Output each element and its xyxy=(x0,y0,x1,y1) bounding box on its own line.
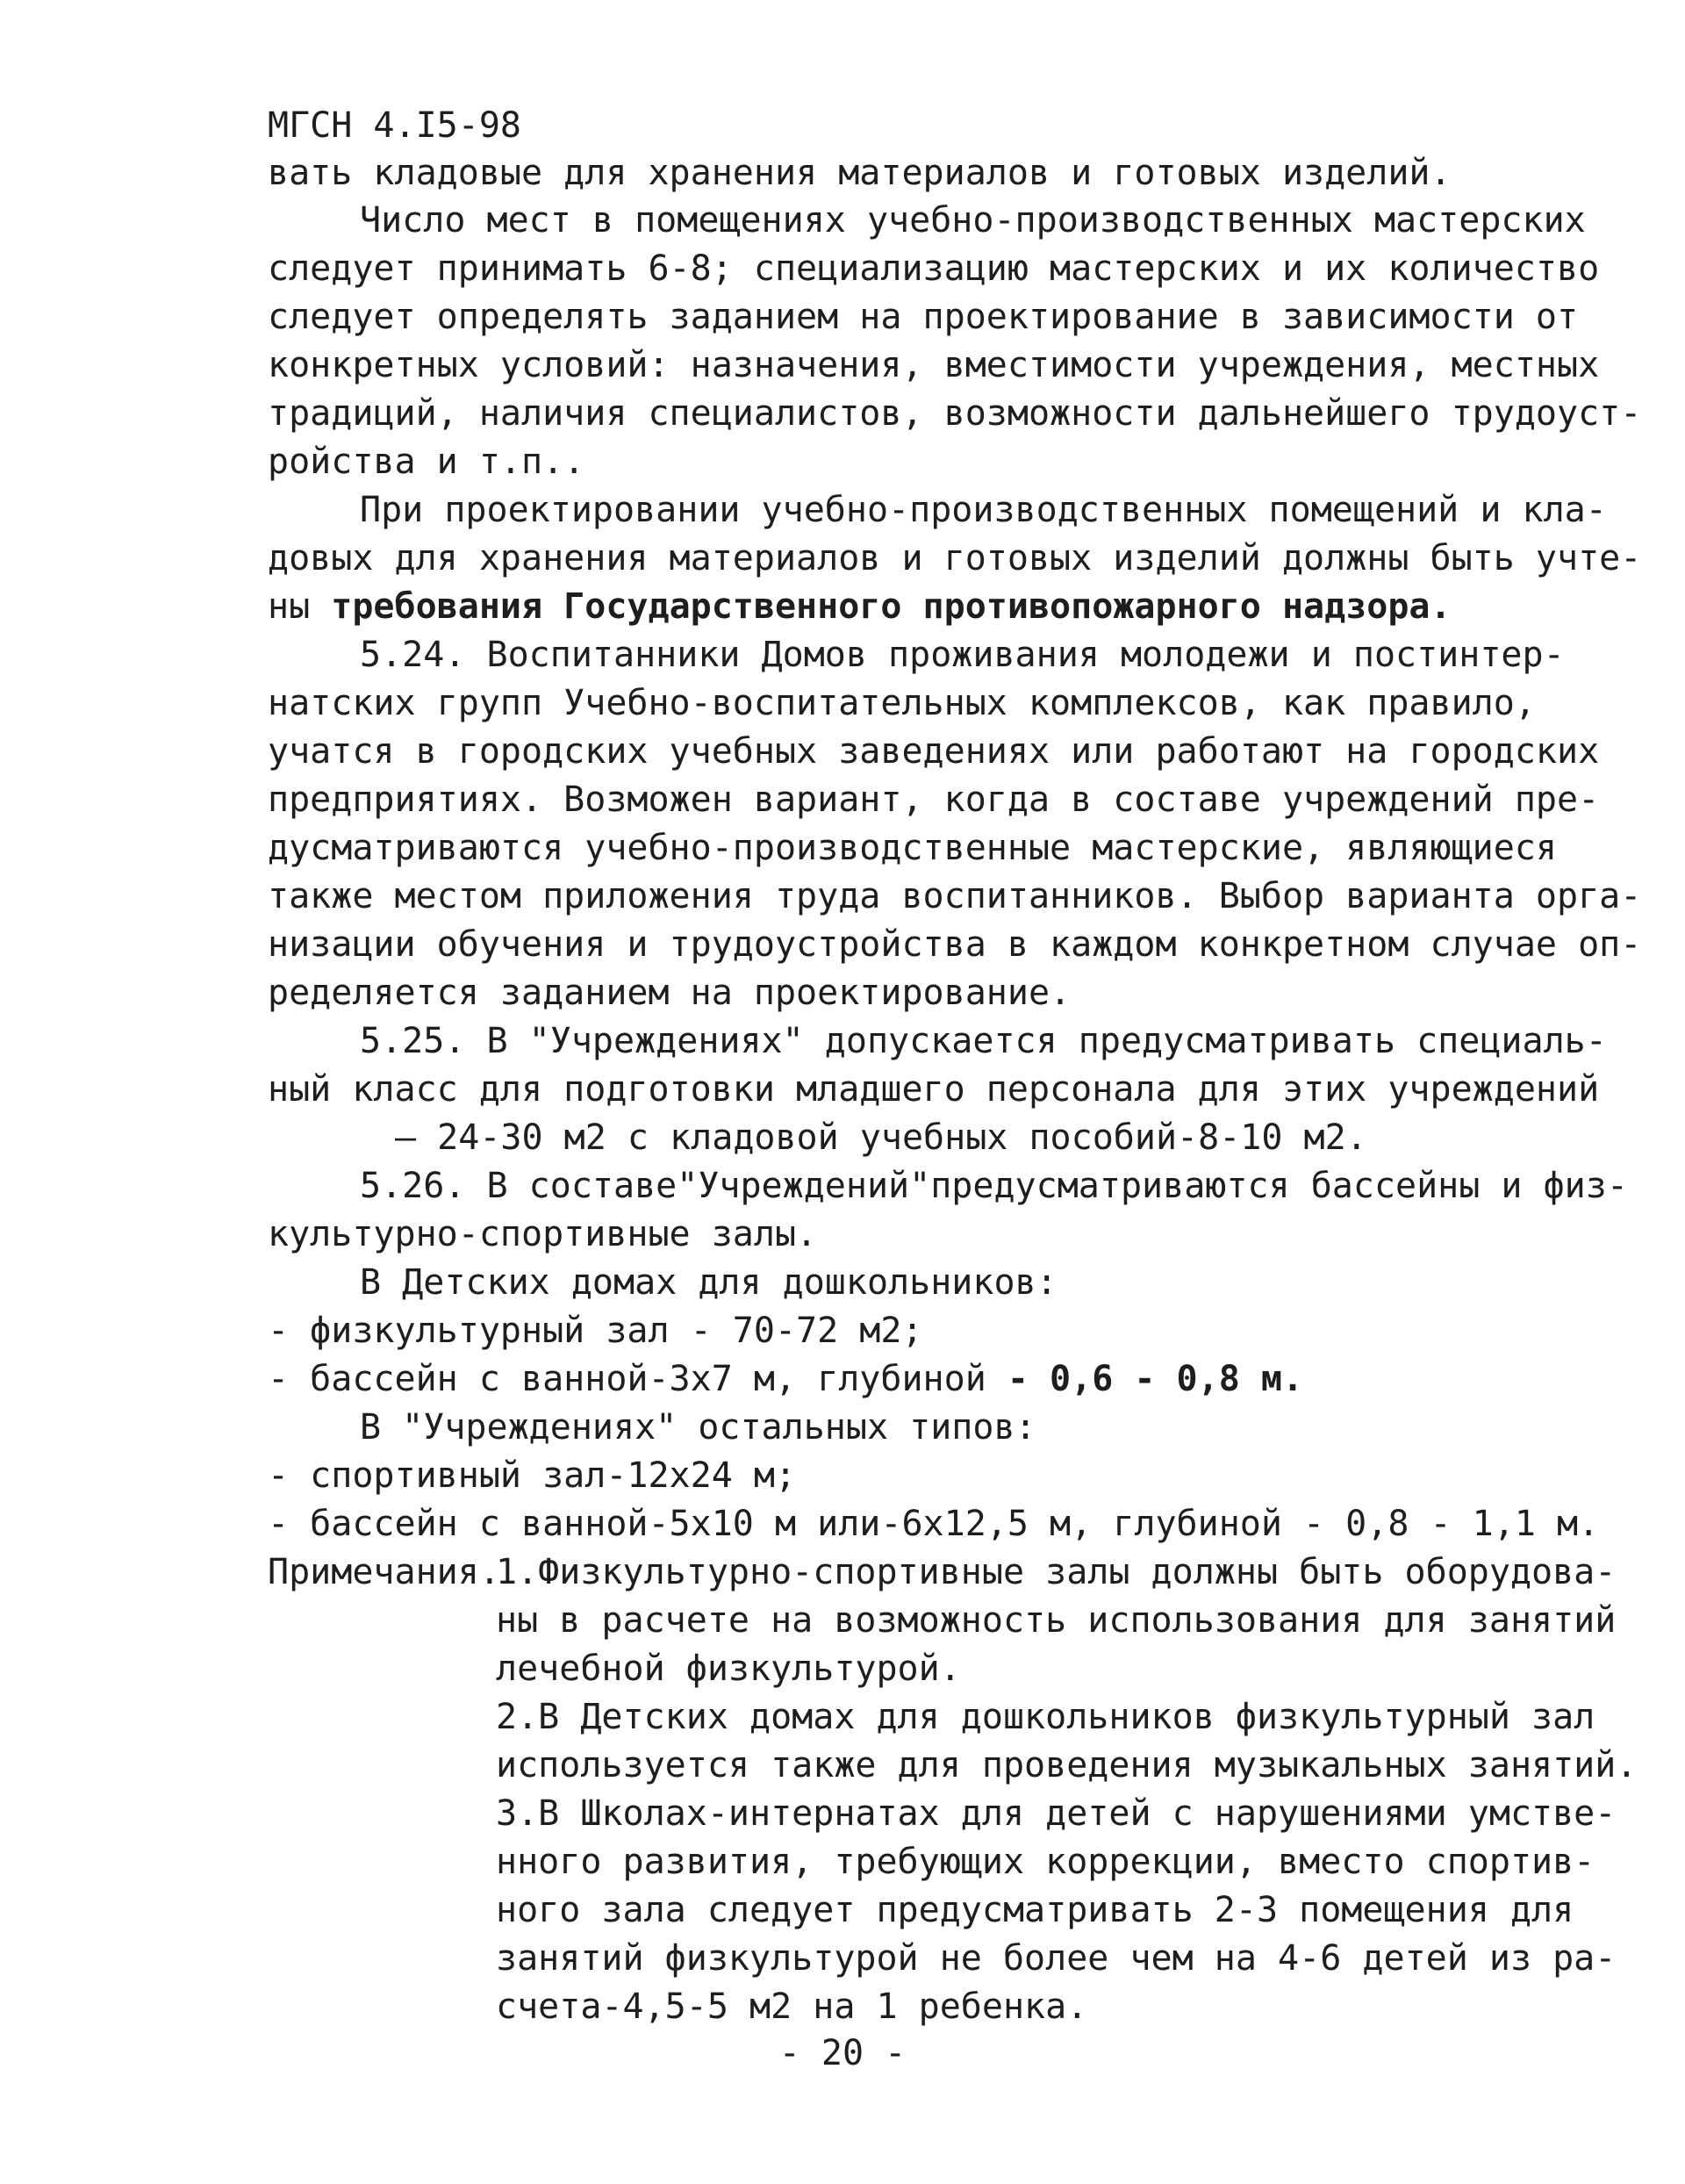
text-fragment: - бассейн с ванной-3х7 м, глубиной xyxy=(268,1359,1007,1399)
text-line: При проектировании учебно-производственных помещений и кла- xyxy=(360,490,1607,530)
text-line: Число мест в помещениях учебно-производственных мастерских xyxy=(360,200,1586,241)
text-line: вать кладовые для хранения материалов и готовых изделий. xyxy=(268,153,1452,193)
text-line xyxy=(268,585,1492,629)
text-line: 5.26. В составе"Учреждений"предусматриваются бассейны и физ- xyxy=(360,1166,1628,1206)
text-line: 5.24. Воспитанники Домов проживания молодежи и постинтер- xyxy=(360,635,1565,675)
text-line: традиций, наличия специалистов, возможности дальнейшего трудоуст- xyxy=(268,393,1642,434)
bold-emphasis: требования Государственного противопожарного надзора. xyxy=(331,586,1452,627)
text-line: 5.25. В "Учреждениях" допускается предусматривать специаль- xyxy=(360,1021,1607,1061)
text-line: низации обучения и трудоустройства в каждом конкретном случае оп- xyxy=(268,924,1642,965)
text-fragment: ны xyxy=(268,586,332,627)
text-line: следует определять заданием на проектирование в зависимости от xyxy=(268,297,1579,337)
note-line: ны в расчете на возможность использования для занятий xyxy=(496,1600,1617,1641)
note-line: используется также для проведения музыкальных занятий. xyxy=(496,1745,1638,1785)
note-line: занятий физкультурой не более чем на 4-6 детей из ра- xyxy=(496,1938,1617,1979)
text-line: следует принимать 6-8; специализацию мастерских и их количество xyxy=(268,248,1600,289)
list-item: - физкультурный зал - 70-72 м2; xyxy=(268,1311,923,1351)
text-line: дусматриваются учебно-производственные мастерские, являющиеся xyxy=(268,828,1558,868)
text-line: культурно-спортивные залы. xyxy=(268,1214,818,1254)
document-code: МГСН 4.I5-98 xyxy=(268,105,521,146)
text-line: ный класс для подготовки младшего персонала для этих учреждений xyxy=(268,1069,1600,1110)
text-line: ределяется заданием на проектирование. xyxy=(268,973,1072,1013)
text-line: В Детских домах для дошкольников: xyxy=(360,1262,1058,1303)
note-line: 2.В Детских домах для дошкольников физкультурный зал xyxy=(496,1697,1595,1737)
bold-emphasis: - 0,6 - 0,8 м. xyxy=(1007,1359,1304,1399)
text-line: также местом приложения труда воспитанников. Выбор варианта орга- xyxy=(268,876,1642,916)
text-line: учатся в городских учебных заведениях или работают на городских xyxy=(268,731,1600,772)
notes-label: Примечания. xyxy=(268,1552,500,1592)
note-line: 3.В Школах-интернатах для детей с нарушениями умстве- xyxy=(496,1793,1617,1834)
list-item: - бассейн с ванной-5х10 м или-6х12,5 м, глубиной - 0,8 - 1,1 м. xyxy=(268,1504,1600,1544)
text-line: ройства и т.п.. xyxy=(268,442,585,482)
note-line: лечебной физкультурой. xyxy=(496,1649,961,1689)
text-line: В "Учреждениях" остальных типов: xyxy=(360,1407,1036,1448)
text-line: предприятиях. Возможен вариант, когда в составе учреждений пре- xyxy=(268,779,1600,820)
note-line: нного развития, требующих коррекции, вместо спортив- xyxy=(496,1842,1595,1882)
note-line: ного зала следует предусматривать 2-3 помещения для xyxy=(496,1890,1574,1930)
list-item: - спортивный зал-12х24 м; xyxy=(268,1455,797,1496)
text-line: довых для хранения материалов и готовых изделий должны быть учте- xyxy=(268,538,1642,578)
page-number: - 20 - xyxy=(778,2033,907,2073)
note-line: счета-4,5-5 м2 на 1 ребенка. xyxy=(496,1986,1088,2027)
note-line: 1.Физкультурно-спортивные залы должны быть оборудова- xyxy=(496,1552,1617,1592)
text-line: натских групп Учебно-воспитательных комплексов, как правило, xyxy=(268,683,1536,723)
text-line: конкретных условий: назначения, вместимости учреждения, местных xyxy=(268,345,1600,385)
list-item xyxy=(268,1357,1492,1401)
text-line: — 24-30 м2 с кладовой учебных пособий-8-10 м2. xyxy=(395,1117,1367,1158)
